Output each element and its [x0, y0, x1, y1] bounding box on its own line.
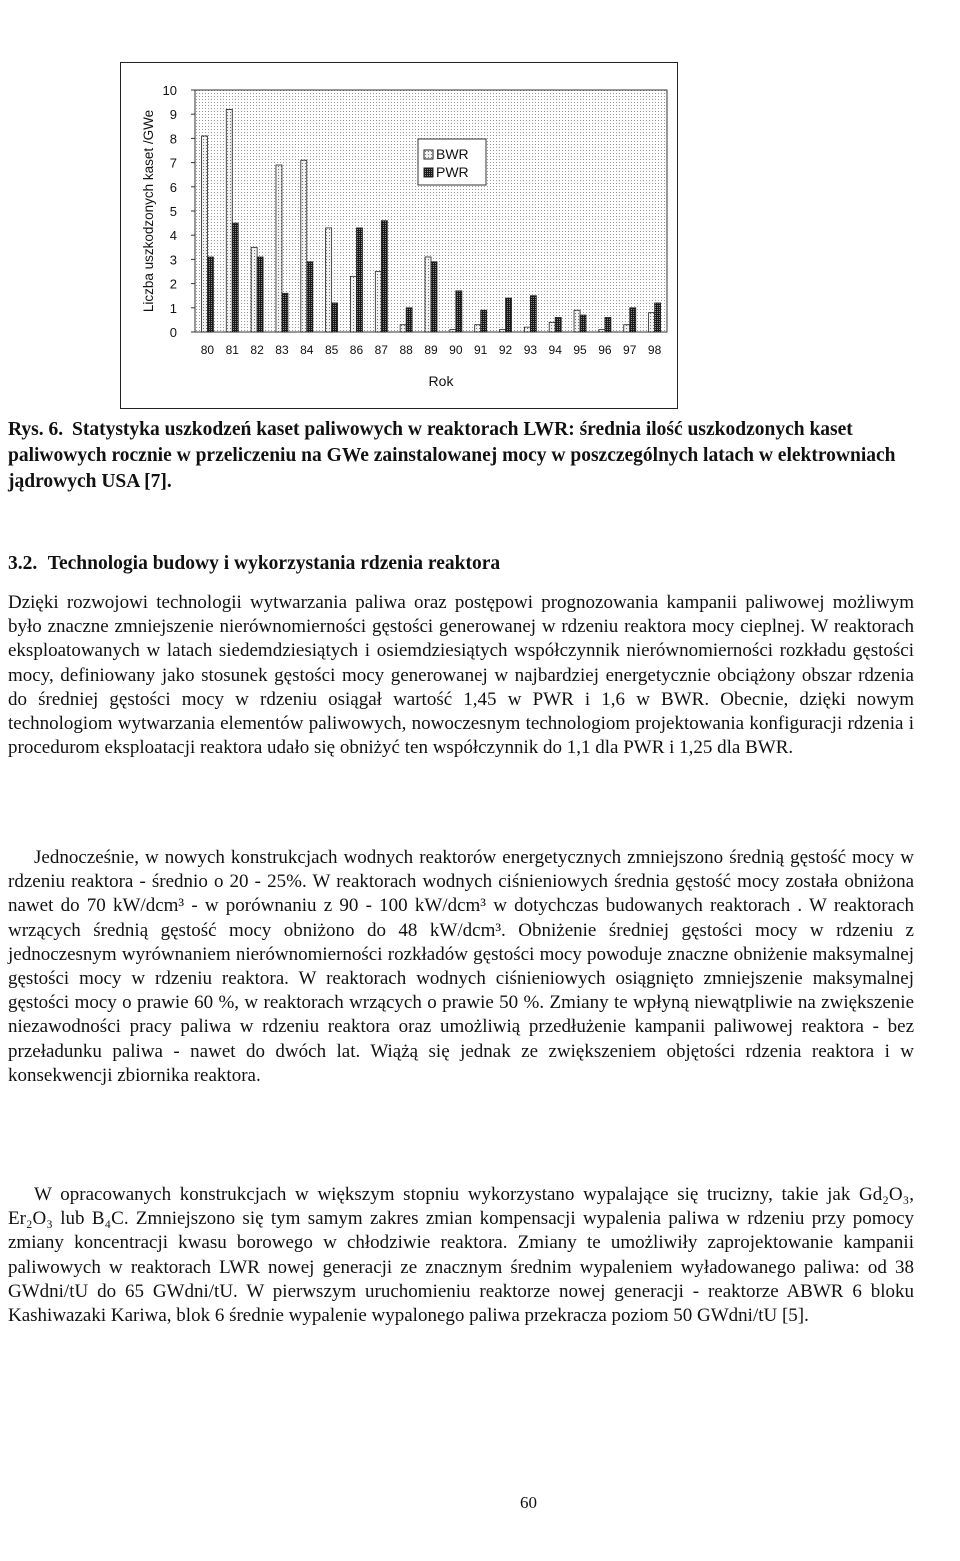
y-tick-label: 9 — [169, 107, 177, 123]
bar-pwr — [207, 257, 213, 332]
y-tick-label: 2 — [169, 276, 177, 292]
bar-pwr — [406, 308, 412, 332]
bar-pwr — [307, 262, 313, 332]
legend-label-bwr: BWR — [436, 146, 469, 162]
paragraph-1: Dzięki rozwojowi technologii wytwarzania paliwa oraz postępowi prognozowania kampanii paliwowej możliwym było znaczne zmniejszenie nierównomierności gęstości generowanej w rdzeniu reaktora mocy cieplnej. W reaktorach eksploatowanych w latach siedemdziesiątych i osiemdziesiątych współczynnik nierównomierności rozkładu gęstości mocy, definiowany jako stosunek gęstości mocy generowanej w najbardziej energetycznie obciążony obszar rdzenia do średniej gęstości mocy w rdzeniu osiągał wartość 1,45 w PWR i 1,6 w BWR. Obecnie, dzięki nowym technologiom wytwarzania elementów paliwowych, nowoczesnym technologiom projektowania konfiguracji rdzenia i procedurom eksploatacji reaktora udało się obniżyć ten współczynnik do 1,1 dla PWR i 1,25 dla BWR. — [8, 592, 914, 759]
y-tick-label: 0 — [169, 325, 177, 340]
bar-bwr — [649, 313, 655, 332]
bar-bwr — [500, 330, 506, 332]
y-tick-label: 4 — [169, 228, 177, 244]
legend-swatch-pwr — [424, 168, 433, 177]
y-tick-label: 5 — [169, 204, 177, 219]
x-axis-label: Rok — [428, 373, 454, 389]
y-tick-label: 6 — [169, 179, 177, 195]
x-tick-label: 87 — [374, 343, 388, 357]
section-heading — [8, 553, 500, 575]
x-tick-label: 91 — [474, 343, 488, 357]
x-tick-label: 96 — [598, 343, 612, 357]
x-tick-label: 84 — [300, 343, 314, 357]
legend — [418, 139, 486, 185]
bar-bwr — [624, 325, 630, 332]
y-axis-label: Liczba uszkodzonych kaset /GWe — [141, 109, 156, 313]
bar-bwr — [326, 228, 332, 332]
legend-label-pwr: PWR — [436, 164, 469, 180]
bar-pwr — [381, 221, 387, 332]
y-axis-ticks — [163, 83, 195, 340]
paragraph-3: W opracowanych konstrukcjach w większym stopniu wykorzystano wypalające się trucizny, takie jak Gd₂O₃, Er₂O₃ lub B₄C. Zmniejszono się tym samym zakres zmian kompensacji wypalenia paliwa w rdzeniu przy pomocy zmiany koncentracji kwasu borowego w chłodziwie reaktora. Zmiany te umożliwiły zaprojektowanie kampanii paliwowych w reaktorach LWR nowej generacji ze znacznym średnim wypaleniem wyładowanego paliwa: od 38 GWdni/tU do 65 GWdni/tU. W pierwszym uruchomieniu reaktorze nowej generacji - reaktorze ABWR 6 bloku Kashiwazaki Kariwa, blok 6 średnie wypalenie wypalonego paliwa przekracza poziom 50 GWdni/tU [5]. — [8, 1184, 914, 1327]
bar-pwr — [456, 291, 462, 332]
bar-pwr — [356, 228, 362, 332]
bar-bwr — [425, 257, 431, 332]
x-tick-label: 81 — [225, 343, 239, 357]
x-tick-label: 93 — [523, 343, 538, 357]
bar-bwr — [201, 136, 207, 332]
bar-bwr — [450, 330, 456, 332]
bar-pwr — [332, 303, 338, 332]
bar-bwr — [549, 322, 555, 332]
y-tick-label: 8 — [169, 131, 177, 147]
bar-chart — [121, 63, 677, 408]
x-tick-label: 90 — [449, 343, 463, 357]
bar-bwr — [226, 109, 232, 332]
x-tick-label: 83 — [275, 343, 289, 357]
bar-bwr — [301, 160, 307, 332]
x-tick-label: 94 — [548, 343, 562, 357]
bar-pwr — [655, 303, 661, 332]
bar-pwr — [630, 308, 636, 332]
y-tick-label: 1 — [169, 300, 177, 316]
section-number: 3.2. — [8, 553, 38, 574]
x-tick-label: 82 — [250, 343, 264, 357]
x-tick-label: 89 — [424, 343, 438, 357]
x-axis-ticks — [201, 343, 662, 357]
x-tick-label: 80 — [200, 343, 215, 357]
figure-chart — [120, 62, 678, 409]
bar-pwr — [605, 317, 611, 332]
bar-pwr — [257, 257, 263, 332]
bar-pwr — [431, 262, 437, 332]
figure-caption — [8, 417, 923, 495]
bar-pwr — [580, 315, 586, 332]
bar-bwr — [574, 310, 580, 332]
bar-bwr — [375, 272, 381, 333]
x-tick-label: 95 — [573, 343, 587, 357]
x-tick-label: 86 — [349, 343, 364, 357]
bar-pwr — [232, 223, 238, 332]
paragraph-2: Jednocześnie, w nowych konstrukcjach wodnych reaktorów energetycznych zmniejszono średnią gęstość mocy w rdzeniu reaktora - średnio o 20 - 25%. W reaktorach wodnych ciśnieniowych średnia gęstość mocy została obniżona nawet do 70 kW/dcm³ - w porównaniu z 90 - 100 kW/dcm³ w dotychczas budowanych reaktorach . W reaktorach wrzących średnią gęstość mocy obniżono do 48 kW/dcm³. Obniżenie średniej gęstości mocy w rdzeniu z jednoczesnym wyrównaniem nierównomierności rozkładów gęstości mocy powoduje znaczne obniżenie maksymalnej gęstości mocy w rdzeniu reaktora. W reaktorach wodnych ciśnieniowych osiągnięto zmniejszenie maksymalnej gęstości mocy o prawie 60 %, w reaktorach wrzących o prawie 50 %. Zmiany te wpłyną niewątpliwie na zwiększenie niezawodności pracy paliwa w rdzeniu reaktora oraz umożliwią przedłużenie kampanii paliwowej reaktora - bez przeładunku paliwa - nawet do dwóch lat. Wiążą się jednak ze zwiększeniem objętości rdzenia reaktora i w konsekwencji zbiornika reaktora. — [8, 847, 914, 1086]
bar-bwr — [251, 247, 257, 332]
section-title: Technologia budowy i wykorzystania rdzenia reaktora — [47, 553, 501, 574]
y-tick-label: 3 — [169, 252, 177, 268]
y-tick-label: 10 — [162, 83, 177, 98]
x-tick-label: 97 — [623, 343, 637, 357]
x-tick-label: 85 — [324, 343, 339, 357]
caption-text: Statystyka uszkodzeń kaset paliwowych w reaktorach LWR: średnia ilość uszkodzonych kaset paliwowych rocznie w przeliczeniu na GWe zainstalowanej mocy w poszczególnych latach w elektrowniach jądrowych USA [7]. — [8, 419, 896, 492]
bar-pwr — [555, 317, 561, 332]
y-tick-label: 7 — [169, 155, 177, 171]
bar-bwr — [276, 165, 282, 332]
legend-swatch-bwr — [424, 150, 433, 159]
x-tick-label: 92 — [498, 343, 513, 357]
bar-bwr — [524, 327, 530, 332]
bar-pwr — [530, 296, 536, 332]
page-number: 60 — [520, 1493, 537, 1512]
bar-bwr — [475, 325, 481, 332]
bar-bwr — [599, 330, 605, 332]
x-tick-label: 98 — [647, 343, 662, 357]
caption-label: Rys. 6. — [8, 419, 64, 440]
bar-bwr — [350, 276, 356, 332]
x-tick-label: 88 — [399, 343, 413, 357]
bar-pwr — [282, 293, 288, 332]
bar-pwr — [506, 298, 512, 332]
bar-bwr — [400, 325, 406, 332]
bar-pwr — [481, 310, 487, 332]
